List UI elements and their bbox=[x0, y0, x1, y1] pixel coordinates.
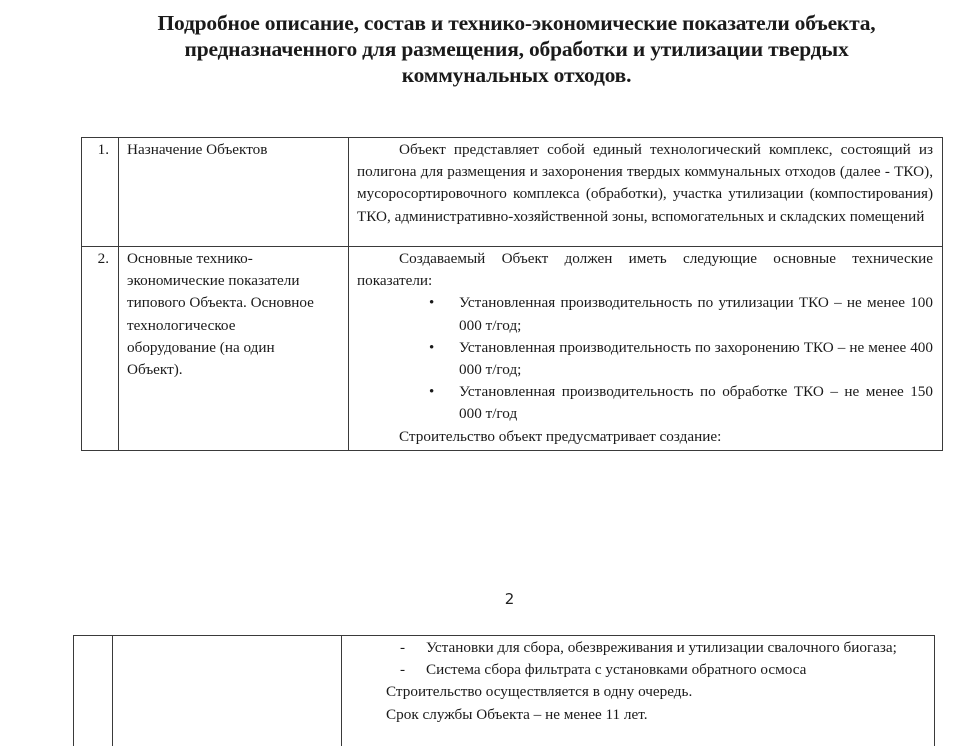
page-number: 2 bbox=[504, 590, 515, 608]
title-line: предназначенного для размещения, обработки и утилизации твердых bbox=[184, 37, 849, 61]
list-item bbox=[429, 337, 933, 381]
row-number: 2. bbox=[82, 247, 119, 451]
row-name-line: оборудование (на один bbox=[127, 338, 275, 356]
title-line: коммунальных отходов. bbox=[401, 63, 632, 87]
row-name-line: экономические показатели bbox=[127, 272, 300, 290]
facilities-list bbox=[350, 637, 925, 681]
row-name bbox=[119, 247, 349, 451]
dash-icon: - bbox=[400, 639, 406, 656]
document-title bbox=[60, 10, 973, 88]
row-name-empty bbox=[113, 636, 342, 746]
specs-table-page-1 bbox=[81, 137, 943, 451]
list-item-text: Установленная производительность по обработке ТКО – не менее 150 000 т/год bbox=[459, 383, 933, 423]
bullet-icon: • bbox=[429, 384, 435, 401]
list-item bbox=[429, 292, 933, 336]
list-item-text: Установки для сбора, обезвреживания и утилизации свалочного биогаза; bbox=[426, 639, 897, 656]
list-item bbox=[400, 637, 925, 659]
list-item-text: Система сбора фильтрата с установками обратного осмоса bbox=[426, 661, 807, 679]
list-item bbox=[400, 659, 925, 681]
specs-table-page-2 bbox=[73, 635, 935, 746]
row-description bbox=[349, 247, 943, 451]
row-name-line: типового Объекта. Основное bbox=[127, 294, 314, 312]
list-item bbox=[429, 381, 933, 425]
row-name-line: Объект). bbox=[127, 361, 183, 379]
row-number-empty bbox=[74, 636, 113, 746]
row-description bbox=[349, 138, 943, 247]
row-description bbox=[342, 636, 935, 746]
purpose-text: Объект представляет собой единый технологический комплекс, состоящий из полигона для размещения и захоронения твердых коммунальных отходов (далее - ТКО), мусоросортировочного комплекса (обработки), участка утилизации (компостирования) ТКО, административно-хозяйственной зоны, вспомогательных и складских помещений bbox=[357, 141, 933, 225]
table-row-purpose bbox=[82, 138, 943, 247]
list-item-text: Установленная производительность по захоронению ТКО – не менее 400 000 т/год; bbox=[459, 338, 933, 379]
service-life-text: Срок службы Объекта – не менее 11 лет. bbox=[386, 705, 648, 723]
list-item-text: Установленная производительность по утилизации ТКО – не менее 100 000 т/год; bbox=[459, 294, 933, 334]
table-row-continued bbox=[74, 636, 935, 746]
row-name-line: технологическое bbox=[127, 316, 236, 334]
indicators-list bbox=[357, 292, 933, 425]
dash-icon: - bbox=[400, 661, 406, 679]
title-line: Подробное описание, состав и технико-экономические показатели объекта, bbox=[157, 11, 876, 35]
bullet-icon: • bbox=[429, 339, 435, 356]
bullet-icon: • bbox=[429, 295, 435, 312]
row-name: Назначение Объектов bbox=[119, 138, 349, 247]
indicators-outro: Строительство объект предусматривает создание: bbox=[399, 427, 722, 445]
row-name-line: Основные технико- bbox=[127, 250, 253, 267]
indicators-intro: Создаваемый Объект должен иметь следующие основные технические показатели: bbox=[357, 250, 933, 290]
construction-stage-text: Строительство осуществляется в одну очередь. bbox=[386, 683, 693, 701]
table-row-indicators bbox=[82, 247, 943, 451]
row-number: 1. bbox=[82, 138, 119, 247]
